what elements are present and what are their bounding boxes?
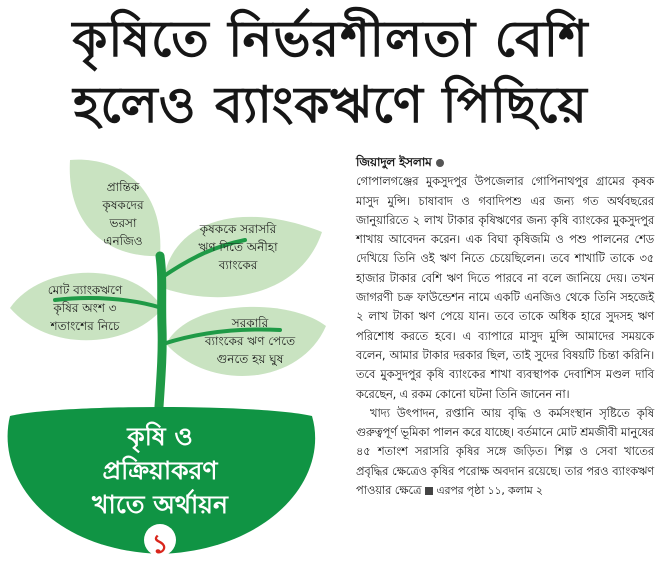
article-body [356,153,654,557]
leaf-label-ngo: প্রান্তিক কৃষকদের ভরসা এনজিও [102,180,144,248]
headline-line-2: হলেও ব্যাংকঋণে পিছিয়ে [73,76,588,134]
series-number: ১ [151,530,169,560]
byline [356,153,654,172]
byline-dot-icon [436,159,444,167]
leaf-label-agri-share: মোট ব্যাংকঋণে কৃষির অংশ ৩ শতাংশের নিচে [47,283,123,333]
continuation-square-icon [425,487,433,495]
stem [158,256,162,423]
author-name: জিয়াদুল ইসলাম [356,155,432,169]
leaf-label-bribe: সরকারি ব্যাংকের ঋণ পেতে গুনতে হয় ঘুষ [204,316,296,366]
pot-title: কৃষি ও প্রক্রিয়াকরণ খাতে অর্থায়ন [92,422,228,519]
article-paragraph-2-text: খাদ্য উৎপাদন, রপ্তানি আয় বৃদ্ধি ও কর্মসংস্থান সৃষ্টিতে কৃষি গুরুত্বপূর্ণ ভূমিকা পালন করে যাচ্ছে। বর্তমানে মোট শ্রমজীবী মানুষের ৪৫ শতাংশ সরাসরি কৃষির সঙ্গে জড়িত। শিল্প ও সেবা খাতের প্রবৃদ্ধির ক্ষেত্রেও কৃষির পরোক্ষ অবদান রয়েছে। তার পরও ব্যাংকঋণ পাওয়ার ক্ষেত্রে [356,405,654,498]
headline-line-1: কৃষিতে নির্ভরশীলতা বেশি [72,10,589,68]
plant-infographic [0,148,345,561]
article-paragraph-1: গোপালগঞ্জের মুকসুদপুর উপজেলার গোপিনাথপুর গ্রামের কৃষক মাসুদ মুন্সি। চাষাবাদ ও গবাদিপশু এর জন্য গত অর্থবছরের জানুয়ারিতে ২ লাখ টাকার কৃষিঋণের জন্য কৃষি ব্যাংকের মুকসুদপুর শাখায় আবেদন করেন। এক বিঘা কৃষিজমি ও পশু পালনের শেড দেখিয়ে তিনি ওই ঋণ নিতে চেয়েছিলেন। তবে শাখাটি তাকে ৩৫ হাজার টাকার বেশি ঋণ দিতে পারবে না বলে জানিয়ে দেয়। তখন জাগরণী চক্র ফাউন্ডেশন নামে একটি এনজিও থেকে তিনি সহজেই ২ লাখ টাকা ঋণ পেয়ে যান। তবে তাকে অধিক হারে সুদসহ ঋণ পরিশোধ করতে হবে। এ ব্যাপারে মাসুদ মুন্সি আমাদের সময়কে বলেন, আমার টাকার দরকার ছিল, তাই সুদের বিষয়টি চিন্তা করিনি। তবে মুকসুদপুর কৃষি ব্যাংকের শাখা ব্যবস্থাপক দেবাশিস মণ্ডল দাবি করেছেন, এ রকম কোনো ঘটনা তিনি জানেন না। [356,174,654,401]
article-paragraph-2 [356,404,654,500]
headline [0,0,661,138]
leaf-label-bank-reluctance: কৃষককে সরাসরি ঋণ দিতে অনীহা ব্যাংকের [198,222,278,272]
continuation-note[interactable]: এরপর পৃষ্ঠা ১১, কলাম ২ [436,484,543,498]
